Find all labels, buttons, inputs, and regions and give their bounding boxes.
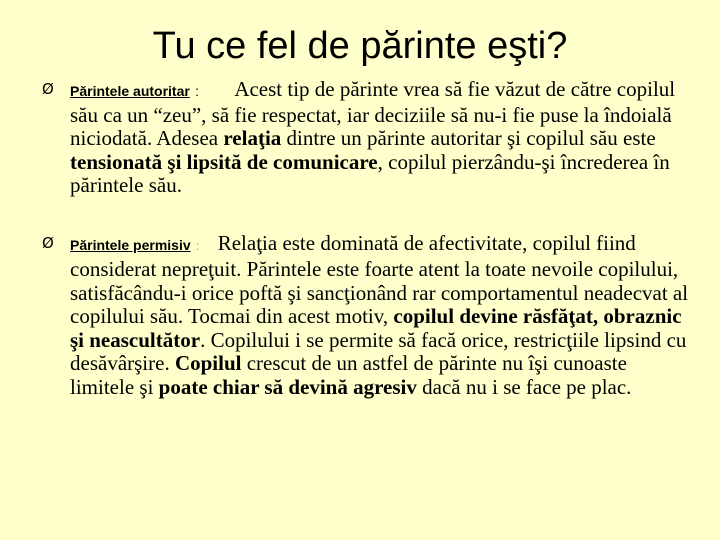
bullet-term: Părintele permisiv — [70, 236, 191, 253]
arrowhead-bullet-icon: Ø — [42, 233, 54, 252]
description-text: Acest tip de părinte vrea să fie văzut de către copilul său ca un “zeu”, să fie respectat, iar deciziile să nu-i fie puse la îndoială niciodată. Adesea — [70, 77, 676, 150]
description-text: dacă nu i se face pe plac. — [416, 374, 632, 399]
emphasis-text: tensionată şi lipsită de comunicare — [70, 149, 378, 174]
emphasis-text: poate chiar să devină agresiv — [158, 374, 417, 399]
description-text: dintre un părinte autoritar şi copilul său este — [281, 126, 656, 150]
description-text: . Copilului i se permite să facă orice, restricţiile lipsind cu desăvârşire. — [70, 327, 687, 375]
emphasis-text: copilul devine răsfăţat, obraznic şi neascultător — [70, 304, 682, 352]
bullet-list — [42, 78, 692, 399]
description-text: , copilul pierzându-şi încrederea în părintele său. — [70, 149, 670, 197]
term-separator: : — [195, 83, 199, 99]
bullet-permissive-parent — [42, 232, 692, 400]
term-separator: : — [195, 238, 200, 253]
arrowhead-bullet-icon: Ø — [42, 80, 54, 98]
bullet-authoritarian-parent — [42, 78, 692, 198]
description-text: crescut de un astfel de părinte nu îşi cunoaste limitele şi — [70, 351, 627, 399]
emphasis-text: relaţia — [223, 126, 282, 150]
description-text: Relaţia este dominată de afectivitate, copilul fiind considerat nepreţuit. Părintele este foarte atent la toate nevoile copilului, satisfăcându-i orice poftă şi sancţionând rar comportamentul neadecvat al copilului său. Tocmai din acest motiv, — [70, 230, 689, 328]
slide-title: Tu ce fel de părinte eşti? — [152, 25, 568, 67]
emphasis-text: Copilul — [174, 351, 242, 375]
bullet-term: Părintele autoritar — [70, 83, 190, 99]
